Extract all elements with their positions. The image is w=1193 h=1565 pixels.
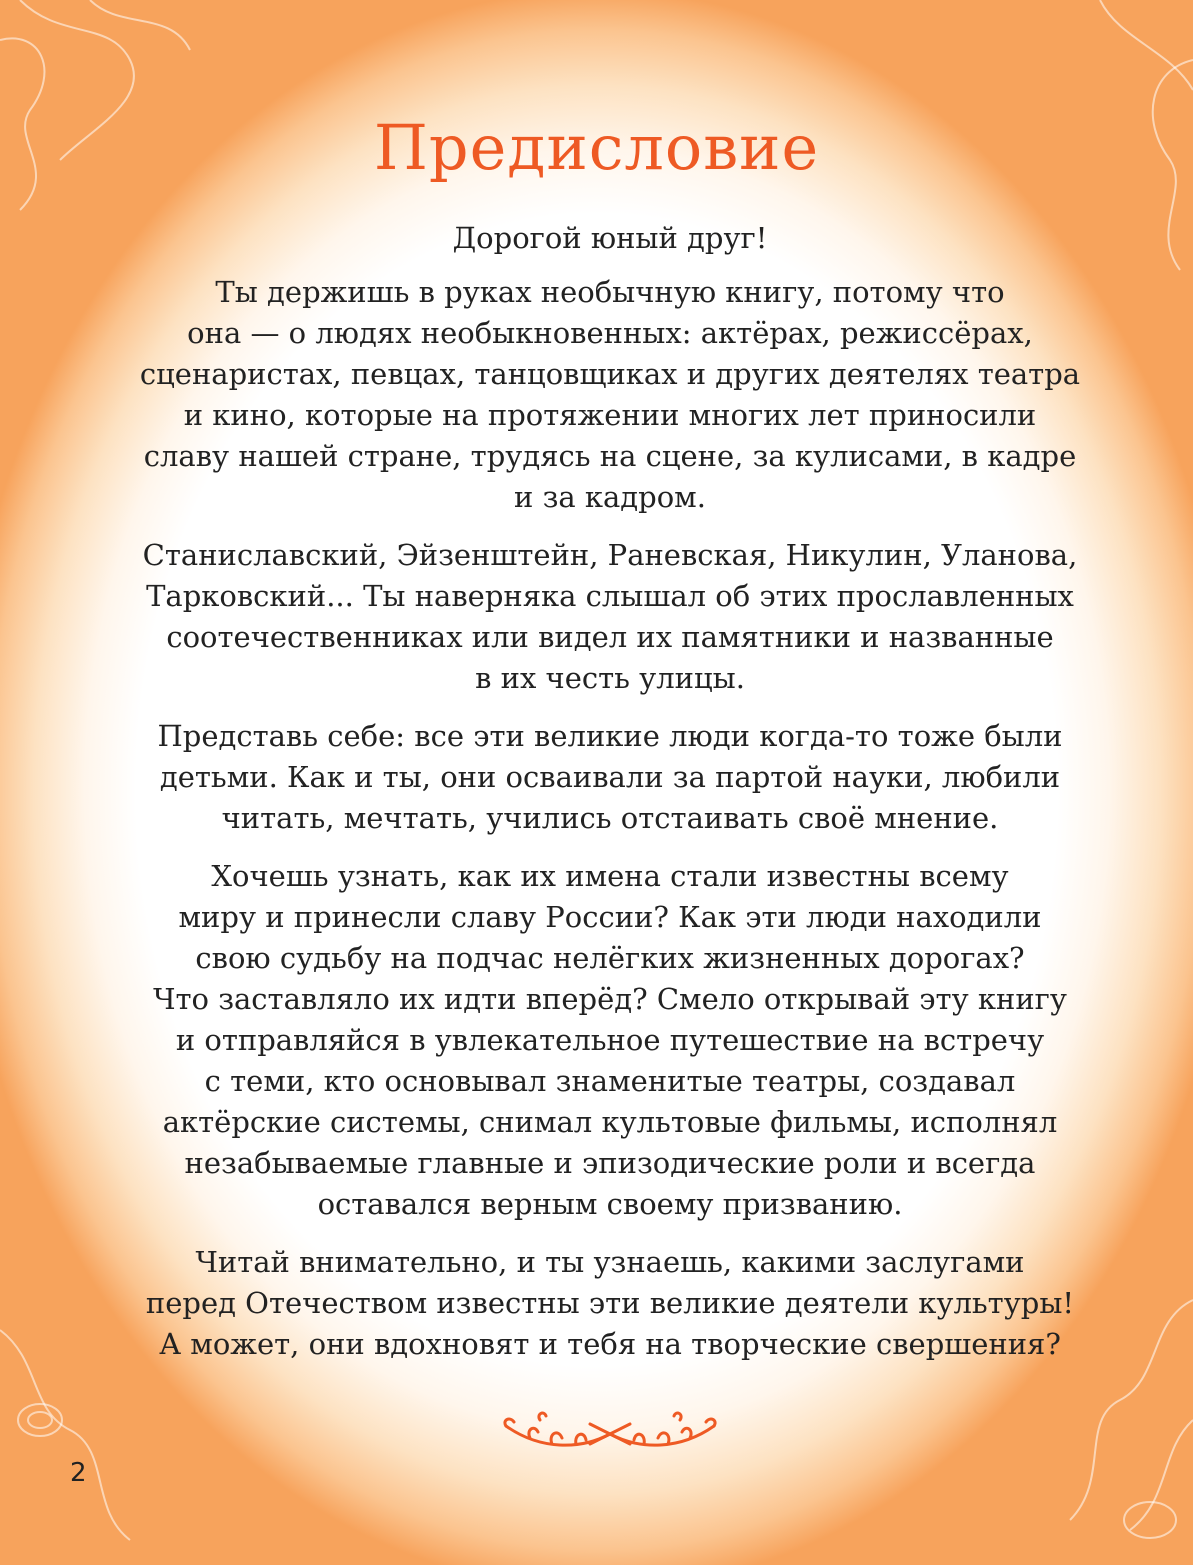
page-title: Предисловие <box>373 111 820 184</box>
text-line: оставался верным своему призванию. <box>317 1187 903 1221</box>
text-line: в их честь улицы. <box>475 661 745 695</box>
text-line: сценаристах, певцах, танцовщиках и других деятелях театра <box>139 357 1081 391</box>
text-line: Читай внимательно, и ты узнаешь, какими заслугами <box>195 1245 1025 1279</box>
text-line: и кино, которые на протяжении многих лет приносили <box>183 398 1037 432</box>
paragraph <box>100 1242 1120 1365</box>
text-line: свою судьбу на подчас нелёгких жизненных дорогах? <box>195 941 1025 975</box>
text-line: славу нашей стране, трудясь на сцене, за кулисами, в кадре <box>143 439 1077 473</box>
text-line: соотечественниках или видел их памятники и названные <box>166 620 1054 654</box>
text-line: Что заставляло их идти вперёд? Смело открывай эту книгу <box>153 982 1067 1016</box>
laurel-branch-ornament-icon <box>500 1410 720 1456</box>
greeting: Дорогой юный друг! <box>452 221 768 255</box>
text-line: Ты держишь в руках необычную книгу, потому что <box>215 275 1005 309</box>
text-line: она — о людях необыкновенных: актёрах, режиссёрах, <box>187 316 1033 350</box>
text-line: и за кадром. <box>514 480 706 514</box>
text-line: незабываемые главные и эпизодические роли и всегда <box>184 1146 1036 1180</box>
paragraph-list <box>100 272 1120 1365</box>
text-line: Тарковский... Ты наверняка слышал об этих прославленных <box>146 579 1074 613</box>
preface-text <box>100 218 1120 1382</box>
text-line: актёрские системы, снимал культовые фильмы, исполнял <box>162 1105 1058 1139</box>
page-number: 2 <box>70 1458 87 1488</box>
text-line: перед Отечеством известны эти великие деятели культуры! <box>145 1286 1075 1320</box>
text-line: и отправляйся в увлекательное путешествие на встречу <box>175 1023 1045 1057</box>
paragraph <box>100 272 1120 518</box>
text-line: читать, мечтать, учились отстаивать своё мнение. <box>221 801 999 835</box>
text-line: А может, они вдохновят и тебя на творческие свершения? <box>159 1327 1061 1361</box>
text-line: Станиславский, Эйзенштейн, Раневская, Никулин, Уланова, <box>142 538 1078 572</box>
text-line: с теми, кто основывал знаменитые театры, создавал <box>204 1064 1016 1098</box>
paragraph <box>100 535 1120 699</box>
text-line: Представь себе: все эти великие люди когда-то тоже были <box>157 719 1063 753</box>
paragraph <box>100 716 1120 839</box>
paragraph <box>100 856 1120 1225</box>
text-line: Хочешь узнать, как их имена стали известны всему <box>211 859 1009 893</box>
text-line: детьми. Как и ты, они осваивали за партой науки, любили <box>159 760 1061 794</box>
text-line: миру и принесли славу России? Как эти люди находили <box>178 900 1042 934</box>
